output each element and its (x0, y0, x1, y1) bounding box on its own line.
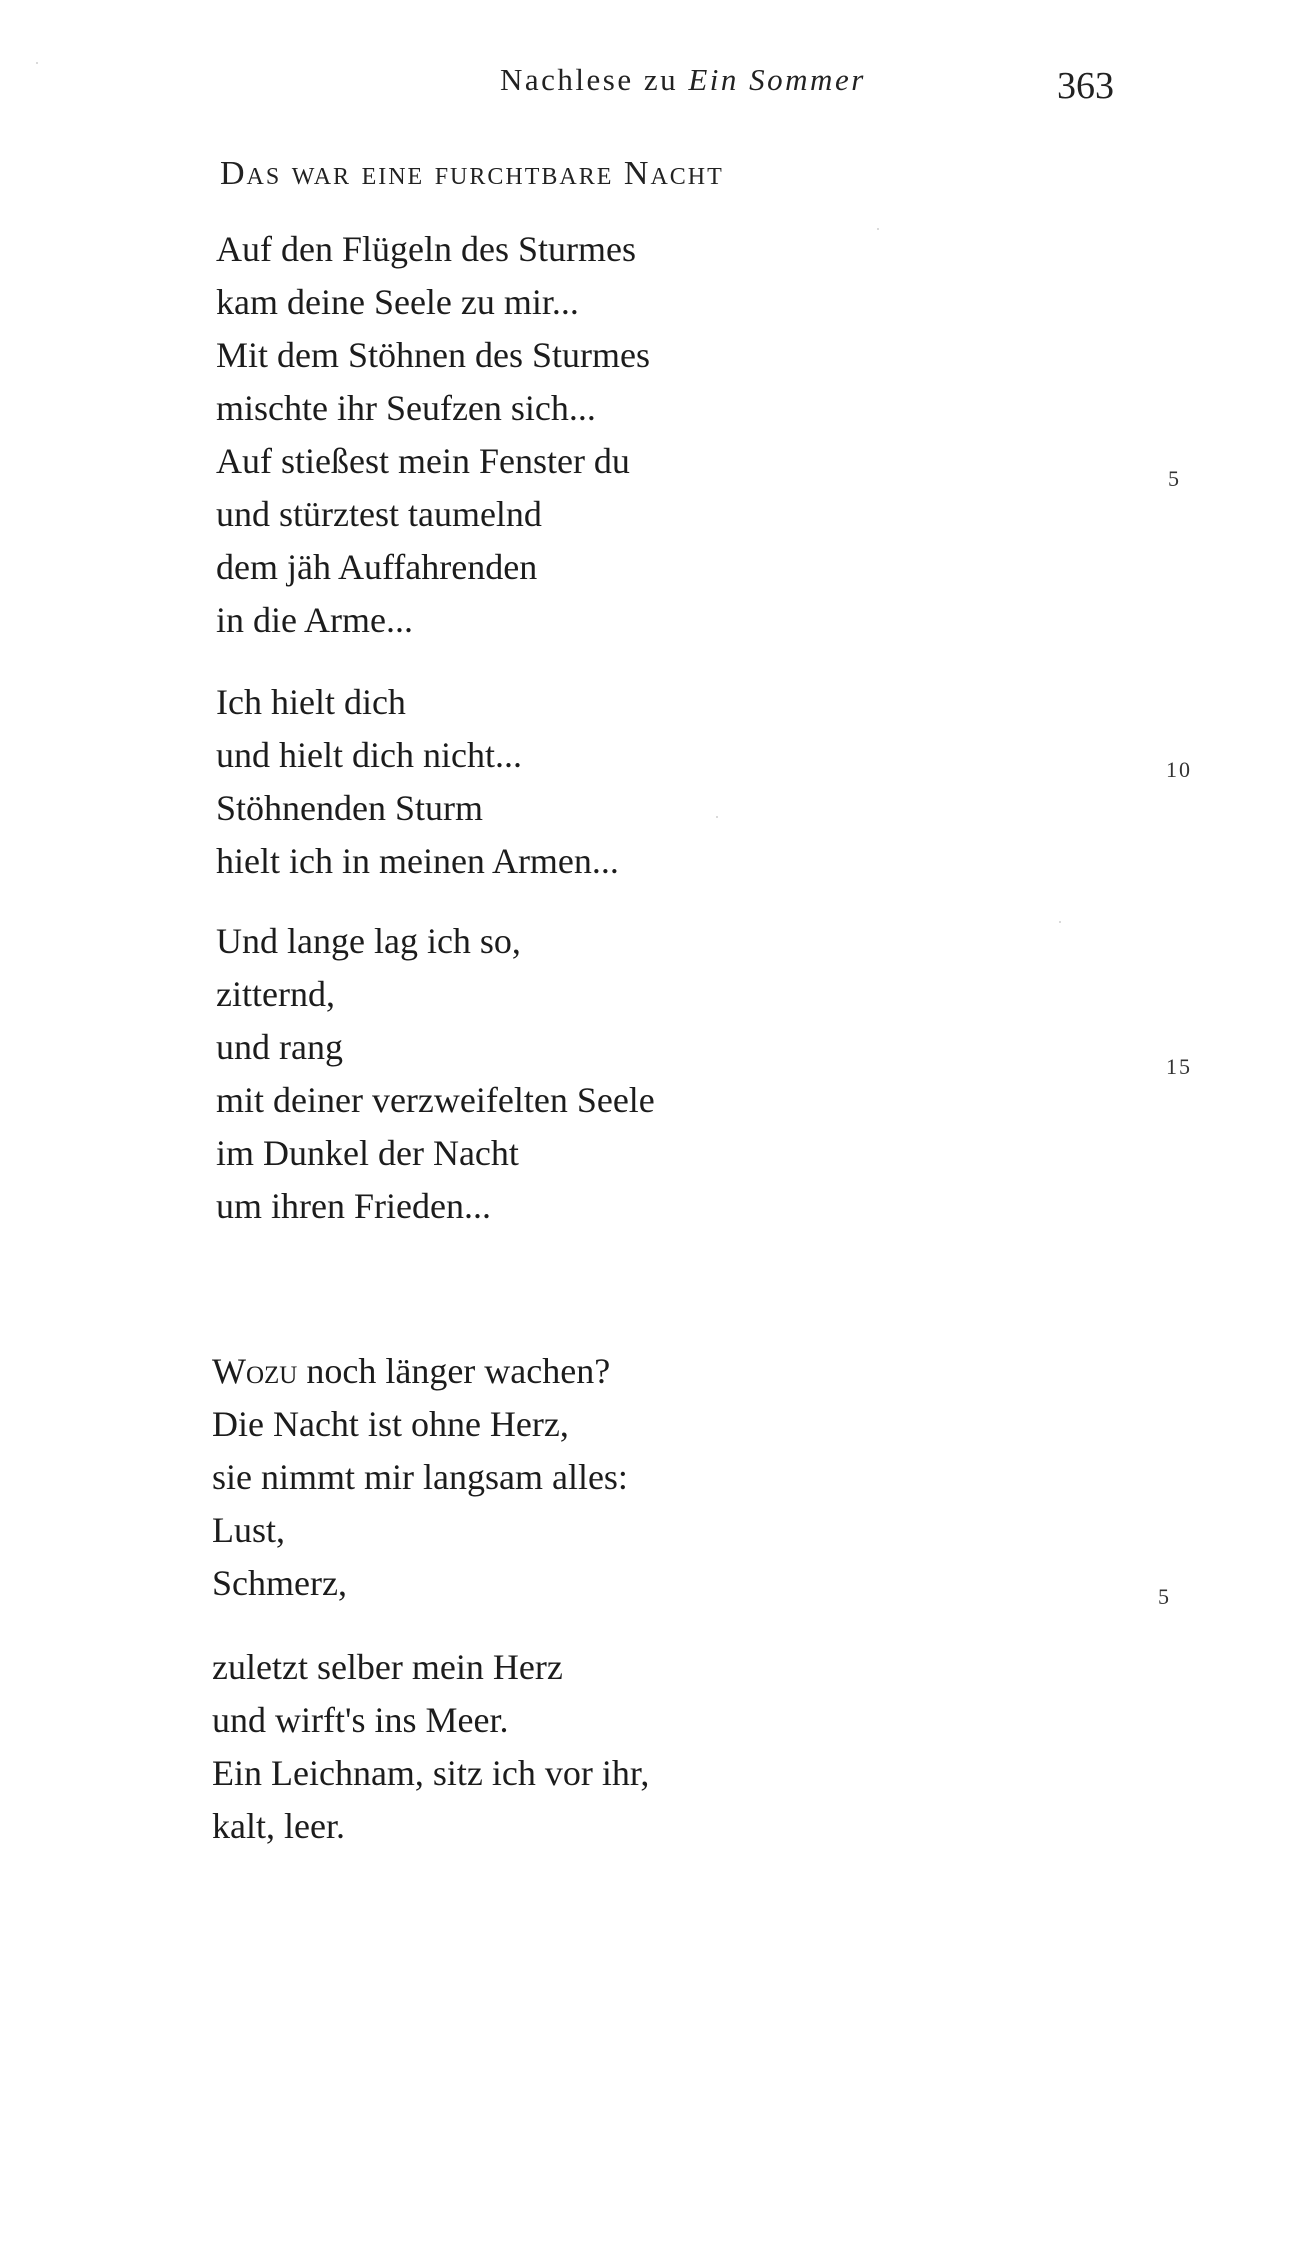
running-head-work-title: Ein Sommer (688, 62, 866, 97)
verse-line: Auf stießest mein Fenster du (216, 441, 630, 481)
verse-line: mit deiner verzweifelten Seele (216, 1080, 655, 1120)
verse-line: Und lange lag ich so, (216, 921, 521, 961)
running-head (500, 62, 866, 98)
verse-line: Schmerz, (212, 1563, 347, 1603)
verse-line: sie nimmt mir langsam alles: (212, 1457, 628, 1497)
line-number: 15 (1166, 1054, 1192, 1079)
paper-speck (1059, 921, 1061, 923)
poem2-stanza-2 (212, 1641, 649, 1853)
verse-line: hielt ich in meinen Armen... (216, 841, 619, 881)
verse-line: und rang (216, 1027, 343, 1067)
verse-line: zuletzt selber mein Herz (212, 1647, 563, 1687)
verse-line: in die Arme... (216, 600, 413, 640)
verse-line: und wirft's ins Meer. (212, 1700, 509, 1740)
first-line-rest: noch länger wachen? (297, 1351, 611, 1391)
paper-speck (36, 62, 38, 64)
verse-line: dem jäh Auffahrenden (216, 547, 538, 587)
verse-line: Die Nacht ist ohne Herz, (212, 1404, 569, 1444)
poem-title: Das war eine furchtbare Nacht (220, 155, 724, 192)
line-number: 10 (1166, 757, 1192, 782)
verse-line: im Dunkel der Nacht (216, 1133, 519, 1173)
line-number: 5 (1168, 466, 1181, 491)
verse-line: um ihren Frieden... (216, 1186, 491, 1226)
poem2-stanza-1 (212, 1345, 628, 1610)
verse-line: kam deine Seele zu mir... (216, 282, 579, 322)
poem1-stanza-2 (216, 676, 619, 888)
verse-line-first (212, 1345, 628, 1398)
paper-speck (877, 228, 879, 230)
verse-line: Lust, (212, 1510, 286, 1550)
verse-line: kalt, leer. (212, 1806, 345, 1846)
verse-line: zitternd, (216, 974, 335, 1014)
verse-line: Ein Leichnam, sitz ich vor ihr, (212, 1753, 650, 1793)
paper-speck (716, 816, 718, 818)
line-number: 5 (1158, 1584, 1171, 1609)
first-word-small-caps: Wozu (212, 1351, 298, 1391)
verse-line: Ich hielt dich (216, 682, 406, 722)
running-head-prefix: Nachlese zu (500, 62, 679, 97)
verse-line: Stöhnenden Sturm (216, 788, 483, 828)
verse-line: mischte ihr Seufzen sich... (216, 388, 596, 428)
verse-line: Mit dem Stöhnen des Sturmes (216, 335, 650, 375)
poem1-stanza-1 (216, 223, 650, 647)
verse-line: Auf den Flügeln des Sturmes (216, 229, 636, 269)
poem1-stanza-3 (216, 915, 655, 1233)
verse-line: und hielt dich nicht... (216, 735, 522, 775)
verse-line: und stürztest taumelnd (216, 494, 542, 534)
page-number: 363 (1057, 65, 1114, 107)
